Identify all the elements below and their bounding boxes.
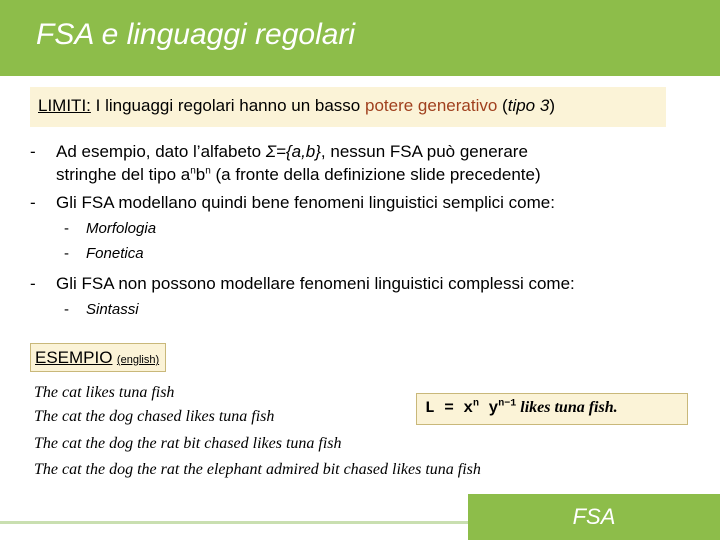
limiti-paren-open: ( [497, 96, 508, 115]
limiti-label: LIMITI: [38, 96, 91, 115]
sub-bullet-fonetica: Fonetica [86, 245, 144, 262]
bullet-1-sigma: Σ={a,b} [265, 142, 321, 161]
slide-title: FSA e linguaggi regolari [36, 18, 356, 51]
bullet-1-line2-pre: stringhe del tipo a [56, 165, 191, 184]
bullet-1-line2-post: (a fronte della definizione slide precedente) [210, 165, 541, 184]
sub-bullet-dash: - [64, 245, 69, 262]
bullet-dash: - [30, 142, 36, 161]
limiti-tipo: tipo 3 [507, 96, 550, 115]
bullet-1-line-1 [56, 141, 528, 163]
superscript-n: n [205, 165, 211, 177]
formula-y: y [479, 399, 499, 417]
formula [425, 399, 618, 417]
esempio-note: (english) [116, 354, 160, 366]
bullet-3: Gli FSA non possono modellare fenomeni linguistici complessi come: [56, 274, 575, 293]
example-sentence-1: The cat likes tuna fish [34, 384, 175, 401]
bullet-dash: - [30, 274, 36, 293]
footer-label: FSA [572, 504, 616, 529]
sub-bullet-morfologia: Morfologia [86, 220, 157, 237]
example-sentence-2: The cat the dog chased likes tuna fish [34, 408, 275, 425]
example-sentence-3: The cat the dog the rat bit chased likes tuna fish [34, 435, 342, 452]
superscript-n: n [190, 165, 196, 177]
example-sentence-4: The cat the dog the rat the elephant admired bit chased likes tuna fish [34, 461, 481, 478]
esempio-label: ESEMPIO [35, 348, 113, 367]
formula-main: L = x [425, 399, 474, 417]
bullet-1-text-a: Ad esempio, dato l’alfabeto [56, 142, 266, 161]
limiti-text-before: I linguaggi regolari hanno un basso [90, 96, 365, 115]
formula-box [416, 393, 688, 425]
limiti-highlight: potere generativo [365, 96, 498, 115]
formula-exponent-n: n [473, 398, 480, 410]
title-bar [0, 0, 720, 76]
limiti-text [38, 96, 555, 116]
sub-bullet-sintassi: Sintassi [86, 301, 139, 318]
bullet-1-line-2 [56, 164, 541, 186]
formula-tail: likes tuna fish. [516, 399, 618, 416]
sub-bullet-dash: - [64, 301, 69, 318]
limiti-box [30, 87, 666, 127]
bullet-1-b: b [195, 165, 206, 184]
bullet-2: Gli FSA modellano quindi bene fenomeni linguistici semplici come: [56, 193, 555, 212]
esempio-box [30, 343, 166, 372]
bullet-1-text-b: , nessun FSA può generare [320, 142, 528, 161]
footer-badge [468, 494, 720, 540]
sub-bullet-dash: - [64, 220, 69, 237]
formula-exponent-n-minus-1: n−1 [498, 398, 517, 410]
bullet-dash: - [30, 193, 36, 212]
limiti-paren-close: ) [549, 96, 555, 115]
